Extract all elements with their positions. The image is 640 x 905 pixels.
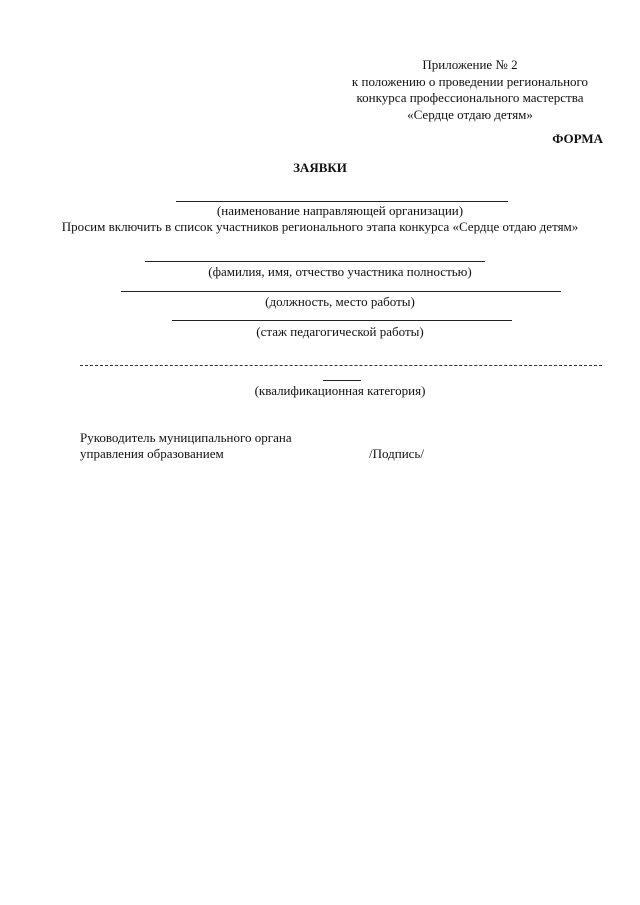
- position-caption: (должность, место работы): [265, 294, 415, 309]
- signatory-line-1: Руководитель муниципального органа: [80, 430, 292, 445]
- experience-caption: (стаж педагогической работы): [256, 324, 424, 339]
- appendix-number: Приложение № 2: [422, 57, 518, 72]
- appendix-line-4: «Сердце отдаю детям»: [407, 106, 533, 122]
- position-blank-line[interactable]: [121, 291, 561, 292]
- category-caption: (квалификационная категория): [254, 383, 426, 398]
- appendix-line-2: к положению о проведении регионального: [351, 73, 589, 89]
- signatory-title: [80, 430, 292, 462]
- experience-blank-line[interactable]: [172, 320, 512, 321]
- request-text: Просим включить в список участников регионального этапа конкурса «Сердце отдаю детям»: [61, 219, 579, 234]
- fullname-caption: (фамилия, имя, отчество участника полностью): [208, 264, 472, 279]
- organization-blank-line[interactable]: [176, 201, 508, 202]
- document-title: ЗАЯВКИ: [293, 160, 347, 175]
- appendix-line-3: конкурса профессионального мастерства: [356, 90, 584, 105]
- signatory-line-2: управления образованием: [80, 446, 224, 461]
- appendix-header: [340, 57, 600, 123]
- signature-placeholder: /Подпись/: [369, 446, 424, 461]
- category-short-line: [323, 380, 361, 381]
- category-blank-line[interactable]: [80, 365, 602, 366]
- fullname-blank-line[interactable]: [145, 261, 485, 262]
- form-label: ФОРМА: [552, 131, 603, 146]
- organization-caption: (наименование направляющей организации): [216, 203, 464, 218]
